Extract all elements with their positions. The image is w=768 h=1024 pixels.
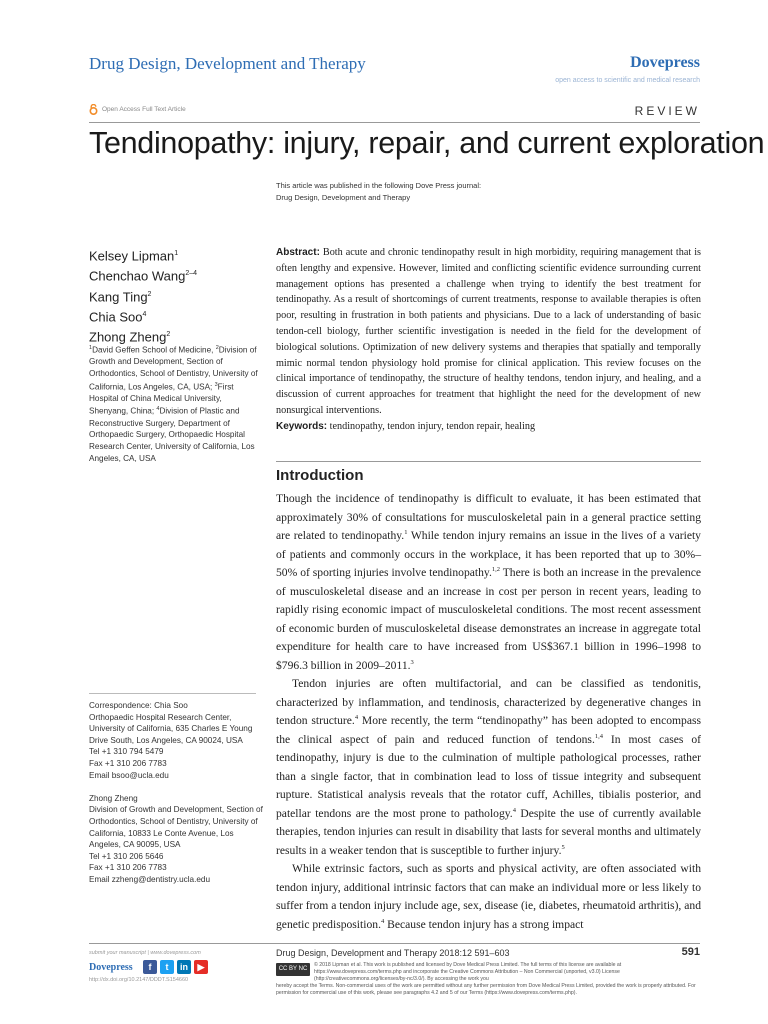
header-divider: [89, 122, 700, 123]
citation: Drug Design, Development and Therapy 2018:12 591–603: [276, 948, 510, 958]
page-number: 591: [681, 946, 700, 958]
license-text-continued: hereby accept the Terms. Non-commercial uses of the work are permitted without any further permission from Dove Medical Press Limited, provided the work is properly attributed. For permission for commercial use of this work, please see paragraphs 4.2 and 5 of our Terms (https://www.dovepress.com/terms.php).: [276, 983, 696, 996]
author-name: Chia Soo$^4$: [89, 309, 147, 325]
section-heading-introduction: Introduction: [276, 467, 364, 484]
citation-mark: 4: [512, 806, 516, 814]
affiliations: [89, 343, 261, 464]
correspondence-line: Fax +1 310 206 7783: [89, 863, 167, 873]
affiliation-mark: 4: [156, 406, 160, 413]
text-run: While tendon injury remains an issue in the lives of a variety of patients and commonly occurs in the workplace, it has been reported that up to 30%–50% of sporting injuries involve tendinopathy.: [276, 529, 701, 579]
author-affiliation-mark: 4: [142, 310, 147, 318]
author-list: [89, 245, 197, 347]
correspondence-line: Division of Growth and Development, Section of Orthodontics, School of Dentistry, University of California, 10833 Le Conte Avenue, Los Angeles, CA 90095, USA: [89, 805, 263, 850]
correspondence-line: [89, 781, 264, 793]
affiliation-mark: 1: [89, 345, 93, 351]
abstract-label: Abstract:: [276, 247, 320, 258]
affiliation-text: First Hospital of China Medical University, Shenyang, China;: [89, 382, 234, 417]
twitter-icon[interactable]: t: [160, 960, 174, 974]
author-name: Zhong Zheng$^2$: [89, 329, 171, 345]
paragraph: [276, 490, 701, 675]
cc-license-icon[interactable]: CC BY NC: [276, 963, 310, 976]
correspondence-line: Email bsoo@ucla.edu: [89, 770, 169, 780]
correspondence-line: Email zzheng@dentistry.ucla.edu: [89, 874, 211, 884]
author-name: Kang Ting$^2$: [89, 288, 152, 304]
paragraph: [276, 675, 701, 860]
author-affiliation-mark: 2: [147, 290, 152, 298]
text-run: Despite the use of currently available therapies, tendon injuries can result in disability that lasts for several months and ultimately results in a weaker tendon that is susceptible to further injury.: [276, 806, 702, 857]
affiliation-text: Division of Plastic and Reconstructive Surgery, Department of Orthopaedic Surgery, Orthopaedic Hospital Research Center, University of California, Los Angeles, CA, USA: [89, 407, 255, 463]
citation-mark: 3: [410, 658, 414, 666]
affiliation-mark: 3: [214, 381, 218, 388]
text-run: More recently, the term “tendinopathy” has been adopted to encompass the clinical aspect of pain and reduced function of tendons.: [276, 714, 701, 746]
citation-mark: 4: [354, 714, 359, 722]
article-title: Tendinopathy: injury, repair, and current exploration: [89, 126, 765, 160]
author-affiliation-mark: 1: [174, 250, 179, 257]
journal-name: Drug Design, Development and Therapy: [89, 54, 366, 73]
introduction-body: [276, 490, 701, 934]
citation-mark: 1: [404, 529, 408, 537]
text-run: Tendon injuries are often multifactorial, and can be classified as tendonitis, characterized by inflammation, and tendinosis, characterized by degenerative changes in tendon structure.: [276, 677, 701, 727]
publisher-logo[interactable]: Dovepress: [630, 54, 700, 71]
youtube-icon[interactable]: ▶: [194, 960, 208, 974]
publication-note-journal: Drug Design, Development and Therapy: [276, 193, 411, 202]
footer-divider: [89, 943, 700, 944]
keywords-text: tendinopathy, tendon injury, tendon repair, healing: [329, 420, 536, 432]
author-affiliation-mark: 2: [166, 331, 171, 339]
author-name: Kelsey Lipman$^1$: [89, 248, 179, 264]
open-access-label: Open Access Full Text Article: [102, 106, 186, 113]
correspondence-line: Tel +1 310 206 5646: [89, 851, 164, 861]
linkedin-icon[interactable]: in: [177, 960, 191, 974]
open-access-icon: [89, 104, 98, 115]
license-text: © 2018 Lipman et al. This work is published and licensed by Dove Medical Press Limited. The full terms of this license are available at https://www.dovepress.com/terms.php and incorporate the Creative Commons Attribution – Non Commercial (unported, v3.0) License (http://creativecommons.org/licenses/by-nc/3.0/). By accessing the work you: [314, 962, 622, 982]
article-type: REVIEW: [634, 104, 700, 118]
text-run: In most cases of tendinopathy, injury is due to the culmination of multiple pathological processes, rather than a single factor, that in combination lead to loss of tissue integrity and subsequent rupture. Statistical analysis reveals that the rotator cuff, Achilles, tibialis posterior, and patellar tendons are the most prone to pathology.: [276, 732, 701, 820]
author-affiliation-mark: 2–4: [185, 270, 198, 278]
text-run: There is both an increase in the prevalence of musculoskeletal disease and an increase in cost per person in recent years, leading to rapidly rising economic impact of musculoskeletal conditions. The most recent assessment of economic burden of musculoskeletal disease demonstrates an increase in aggregate total expenditure for health care to have increased from US$367.1 billion in 1996–1998 to $796.3 billion in 2009–2011.: [276, 566, 701, 672]
text-run: Though the incidence of tendinopathy is difficult to evaluate, it has been estimated that approximately 30% of consultations for musculoskeletal pain in a general practice setting are related to tendinopathy.: [276, 492, 701, 542]
abstract: [276, 245, 701, 435]
footer-publisher-logo[interactable]: Dovepress: [89, 962, 133, 973]
citation-mark: 1,2: [491, 566, 500, 574]
correspondence-line: Correspondence: Chia Soo: [89, 701, 188, 710]
publication-note-line: This article was published in the following Dove Press journal:: [276, 181, 482, 190]
abstract-divider: [276, 461, 701, 462]
submit-manuscript-link[interactable]: submit your manuscript | www.dovepress.com: [89, 950, 201, 956]
citation-mark: 4: [380, 917, 385, 925]
correspondence-line: Tel +1 310 794 5479: [89, 747, 164, 757]
keywords-label: Keywords:: [276, 420, 328, 432]
affiliation-text: David Geffen School of Medicine,: [92, 345, 216, 355]
paragraph: [276, 860, 701, 934]
publication-note: [276, 180, 481, 204]
affiliation-mark: 2: [215, 345, 219, 351]
doi-link[interactable]: http://dx.doi.org/10.2147/DDDT.S154660: [89, 977, 189, 983]
facebook-icon[interactable]: f: [143, 960, 157, 974]
citation-mark: 5: [561, 843, 565, 851]
text-run: While extrinsic factors, such as sports and physical activity, are often associated with tendon injury, additional intrinsic factors that can make an individual more or less likely to suffer from a tendon injury include age, sex, disease (ie, diabetes, rheumatoid arthritis), and genetic predisposition.: [276, 862, 701, 931]
correspondence-divider: [89, 693, 256, 694]
author-name: Chenchao Wang$^{2-4}$: [89, 268, 198, 284]
publisher-tagline: open access to scientific and medical research: [555, 77, 700, 84]
citation-mark: 1,4: [594, 732, 603, 740]
correspondence-line: Fax +1 310 206 7783: [89, 758, 167, 768]
open-access-badge: [89, 104, 186, 115]
abstract-text: Both acute and chronic tendinopathy result in high morbidity, requiring management that is often lengthy and expensive. However, limited and conflicting scientific evidence surrounding current management options has presented a challenge when trying to identify the best treatment for tendinopathy. As a result of shortcomings of current treatments, response to available therapies is often poor, resulting in frustration in both patients and physicians. Due to a lack of understanding of basic tendon-cell biology, further scientific investigation is needed in the field for the development of biological solutions. Optimization of new delivery systems and therapies that spatially and temporally mimic normal tendon physiology hold promise for clinical application. This review focuses on the clinical importance of tendinopathy, the structure of healthy tendons, tendon injury, and healing, and a discussion of current approaches for treatment that highlight the need for the development of new nonsurgical interventions.: [276, 247, 701, 416]
correspondence-line: Zhong Zheng: [89, 793, 138, 803]
correspondence-line: Orthopaedic Hospital Research Center, University of California, 635 Charles E Young Drive South, Los Angeles, CA 90024, USA: [89, 712, 253, 745]
correspondence: [89, 700, 264, 886]
social-links: [143, 960, 208, 974]
affiliation-text: Division of Growth and Development, Section of Orthodontics, School of Dentistry, University of California, Los Angeles, CA, USA;: [89, 345, 258, 392]
text-run: Because tendon injury has a strong impact: [384, 917, 584, 931]
